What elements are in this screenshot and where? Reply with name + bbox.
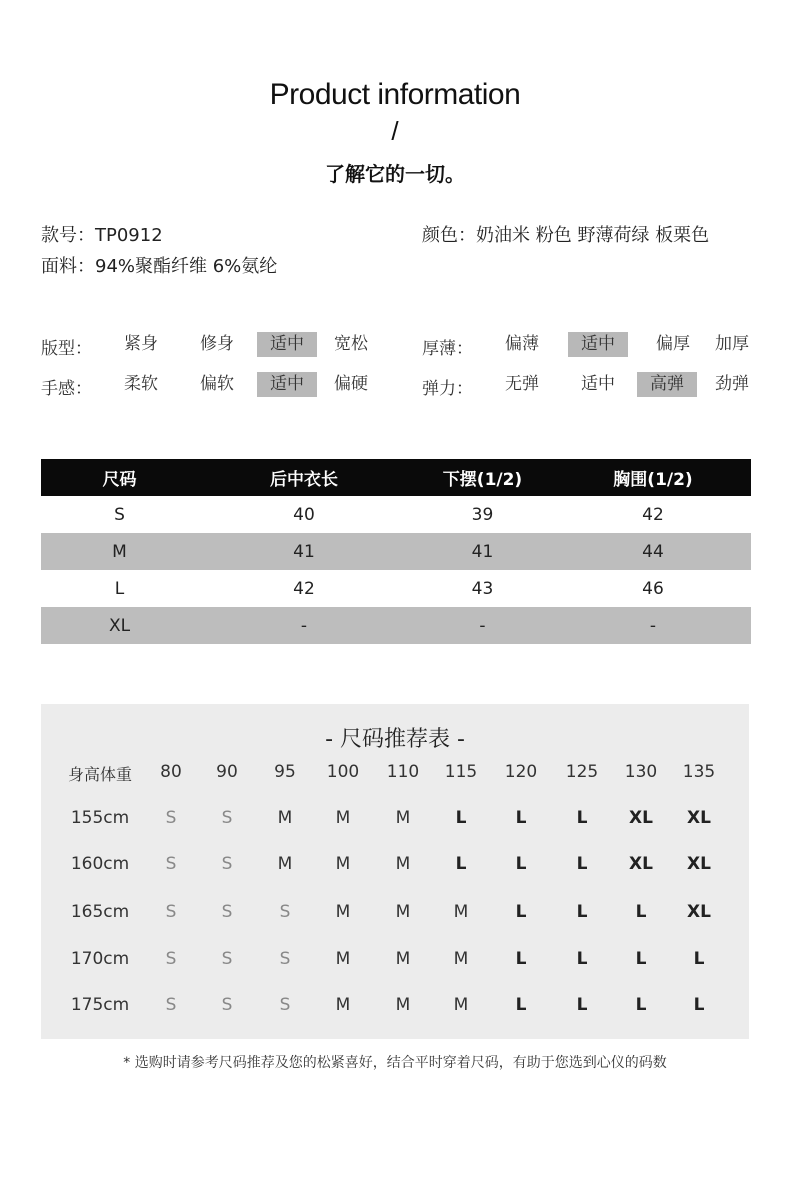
recommended-size-cell: XL xyxy=(687,902,711,922)
recommended-size-cell: XL xyxy=(687,808,711,828)
recommended-size-cell: S xyxy=(221,902,233,922)
recommended-size-cell: L xyxy=(515,902,527,922)
attribute-option: 偏软 xyxy=(200,374,234,394)
recommended-size-cell: S xyxy=(221,808,233,828)
recommended-size-cell: M xyxy=(335,854,351,874)
table-row xyxy=(41,607,751,644)
recommended-size-cell: M xyxy=(453,902,469,922)
recommended-size-cell: L xyxy=(455,808,467,828)
recommended-size-cell: L xyxy=(515,808,527,828)
table-cell: 42 xyxy=(293,578,315,599)
table-cell: 41 xyxy=(471,541,494,562)
style-number: 款号：TP0912 xyxy=(41,225,163,246)
size-table-header xyxy=(41,459,751,496)
recommended-size-cell: S xyxy=(165,995,177,1015)
attribute-option: 适中 xyxy=(581,374,615,394)
table-cell: XL xyxy=(108,615,131,636)
recommended-size-cell: L xyxy=(693,949,705,969)
recommended-size-cell: S xyxy=(221,854,233,874)
recommended-size-cell: S xyxy=(279,949,291,969)
attribute-option: 劲弹 xyxy=(715,374,749,394)
height-label: 160cm xyxy=(70,854,130,874)
recommended-size-cell: XL xyxy=(687,854,711,874)
header-cell: 后中衣长 xyxy=(270,470,338,490)
recommended-size-cell: M xyxy=(395,808,411,828)
table-row xyxy=(41,533,751,570)
header-cell: 胸围(1/2) xyxy=(613,470,693,490)
recommended-size-cell: M xyxy=(395,854,411,874)
attribute-label-fit: 版型： xyxy=(41,339,92,359)
recommended-size-cell: L xyxy=(635,902,647,922)
attribute-option: 偏薄 xyxy=(505,334,539,354)
weight-header: 130 xyxy=(624,762,658,782)
recommended-size-cell: M xyxy=(395,949,411,969)
recommended-size-cell: L xyxy=(455,854,467,874)
weight-header: 135 xyxy=(682,762,716,782)
color-options: 颜色：奶油米 粉色 野薄荷绿 板栗色 xyxy=(422,225,710,246)
recommended-size-cell: M xyxy=(453,995,469,1015)
table-cell: 44 xyxy=(642,541,664,562)
weight-header: 95 xyxy=(274,762,296,782)
table-cell: 43 xyxy=(471,578,494,599)
size-recommendation-panel xyxy=(41,704,749,1039)
weight-header: 100 xyxy=(326,762,360,782)
recommended-size-cell: M xyxy=(277,854,293,874)
recommended-size-cell: S xyxy=(221,949,233,969)
table-cell: 41 xyxy=(293,541,315,562)
attribute-option: 修身 xyxy=(200,334,234,354)
recommended-size-cell: L xyxy=(576,808,588,828)
table-cell: 46 xyxy=(642,578,664,599)
weight-header: 120 xyxy=(504,762,538,782)
recommended-size-cell: L xyxy=(576,995,588,1015)
table-cell: - xyxy=(649,615,657,636)
attribute-option: 柔软 xyxy=(124,374,158,394)
attribute-option: 适中 xyxy=(568,332,628,357)
table-cell: L xyxy=(114,578,125,599)
table-cell: S xyxy=(114,504,125,525)
attribute-label-thickness: 厚薄： xyxy=(422,339,473,359)
attribute-option: 高弹 xyxy=(637,372,697,397)
recommended-size-cell: XL xyxy=(629,808,653,828)
recommended-size-cell: M xyxy=(453,949,469,969)
weight-header: 80 xyxy=(160,762,182,782)
recommended-size-cell: M xyxy=(277,808,293,828)
attribute-option: 适中 xyxy=(257,332,317,357)
table-row xyxy=(41,570,751,607)
recommended-size-cell: S xyxy=(165,902,177,922)
recommended-size-cell: S xyxy=(279,995,291,1015)
recommended-size-cell: M xyxy=(395,995,411,1015)
table-cell: 40 xyxy=(293,504,315,525)
recommended-size-cell: L xyxy=(515,854,527,874)
table-cell: - xyxy=(479,615,486,636)
recommended-size-cell: S xyxy=(165,949,177,969)
recommended-size-cell: XL xyxy=(629,854,653,874)
recommended-size-cell: L xyxy=(576,854,588,874)
fabric-composition: 面料：94%聚酯纤维 6%氨纶 xyxy=(41,256,278,277)
weight-header: 90 xyxy=(216,762,238,782)
attribute-label-feel: 手感： xyxy=(41,379,92,399)
recommended-size-cell: L xyxy=(635,995,647,1015)
weight-header: 125 xyxy=(565,762,599,782)
attribute-option: 偏厚 xyxy=(656,334,690,354)
weight-header: 110 xyxy=(386,762,420,782)
footnote: * 选购时请参考尺码推荐及您的松紧喜好，结合平时穿着尺码，有助于您选到心仪的码数 xyxy=(123,1055,667,1071)
weight-header: 115 xyxy=(444,762,478,782)
recommended-size-cell: L xyxy=(515,949,527,969)
table-cell: - xyxy=(300,615,308,636)
recommended-size-cell: M xyxy=(335,902,351,922)
height-label: 170cm xyxy=(70,949,130,969)
attribute-option: 无弹 xyxy=(505,374,539,394)
height-weight-header: 身高体重 xyxy=(67,765,132,784)
table-cell: 42 xyxy=(642,504,664,525)
title-separator: / xyxy=(391,116,399,146)
recommended-size-cell: S xyxy=(165,808,177,828)
recommended-size-cell: M xyxy=(335,808,351,828)
attribute-option: 宽松 xyxy=(334,334,368,354)
recommended-size-cell: L xyxy=(635,949,647,969)
size-table xyxy=(41,459,751,644)
table-cell: 39 xyxy=(471,504,494,525)
recommended-size-cell: M xyxy=(335,949,351,969)
attribute-option: 偏硬 xyxy=(334,374,368,394)
recommended-size-cell: L xyxy=(515,995,527,1015)
height-label: 165cm xyxy=(70,902,130,922)
recommended-size-cell: S xyxy=(221,995,233,1015)
height-label: 155cm xyxy=(70,808,130,828)
table-row xyxy=(41,496,751,533)
page-title-cn: 了解它的一切。 xyxy=(325,162,465,186)
page-title-en: Product information xyxy=(269,78,521,111)
recommended-size-cell: L xyxy=(576,902,588,922)
attribute-option: 紧身 xyxy=(124,334,158,354)
attribute-label-stretch: 弹力： xyxy=(422,379,473,399)
height-label: 175cm xyxy=(70,995,130,1015)
recommended-size-cell: L xyxy=(693,995,705,1015)
attribute-option: 适中 xyxy=(257,372,317,397)
recommended-size-cell: M xyxy=(395,902,411,922)
recommended-size-cell: S xyxy=(279,902,291,922)
recommended-size-cell: L xyxy=(576,949,588,969)
header-cell: 下摆(1/2) xyxy=(442,470,523,490)
header-cell: 尺码 xyxy=(102,470,137,490)
attribute-option: 加厚 xyxy=(715,334,749,354)
recommended-size-cell: M xyxy=(335,995,351,1015)
table-cell: M xyxy=(112,541,127,562)
recommended-size-cell: S xyxy=(165,854,177,874)
recommendation-title: - 尺码推荐表 - xyxy=(325,727,465,752)
